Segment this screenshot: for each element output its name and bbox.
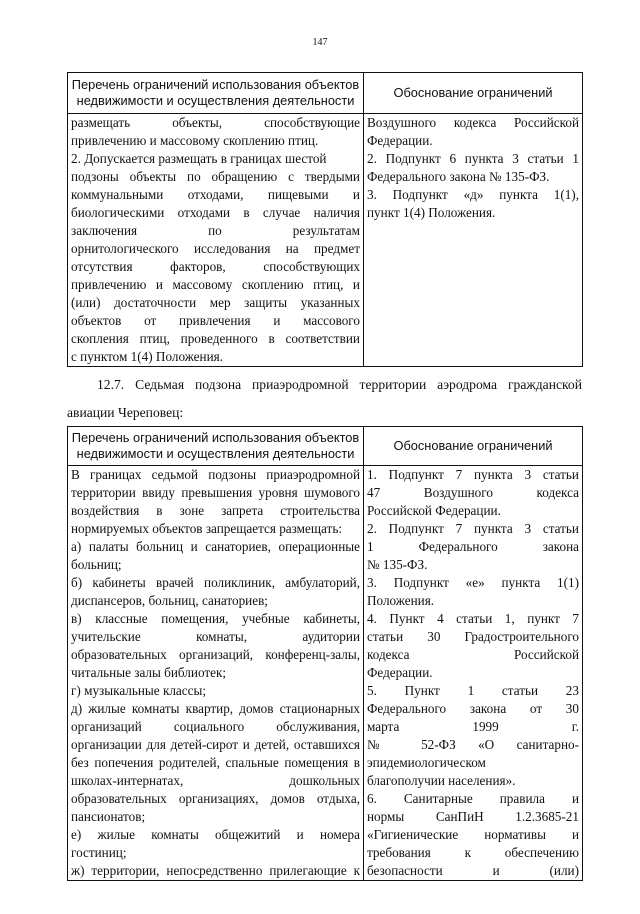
header-restrictions xyxy=(68,427,364,466)
text-line: № 135-ФЗ. xyxy=(367,557,428,572)
header-line: Перечень ограничений использования объектов xyxy=(71,77,360,92)
text-line: требования к обеспечению xyxy=(367,845,579,860)
header-justification: Обоснование ограничений xyxy=(364,427,583,466)
text-line: 2. Подпункт 6 пункта 3 статьи 1 xyxy=(367,151,579,166)
text-line: воздействия в зоне запрета строительства xyxy=(71,503,360,518)
text-line: заключения по результатам xyxy=(71,223,360,238)
text-line: эпидемиологическом xyxy=(367,755,486,770)
text-line: статьи 30 Градостроительного xyxy=(367,629,579,644)
justification-cell xyxy=(364,466,583,881)
section-line: авиации Череповец: xyxy=(67,405,184,420)
text-line: диспансеров, больниц, санаториев; xyxy=(71,593,268,608)
text-line: г) музыкальные классы; xyxy=(71,683,207,698)
text-line: 3. Подпункт «д» пункта 1(1), xyxy=(367,187,579,202)
text-line: 5. Пункт 1 статьи 23 xyxy=(367,683,579,698)
text-line: д) жилые комнаты квартир, домов стационарных xyxy=(71,701,360,716)
text-line: орнитологического исследования на предмет xyxy=(71,241,360,256)
text-line: нормы СанПиН 1.2.3685-21 xyxy=(367,809,579,824)
text-line: 4. Пункт 4 статьи 1, пункт 7 xyxy=(367,611,579,626)
text-line: без попечения родителей, спальные помещения в xyxy=(71,755,360,770)
text-line: привлечению и массовому скоплению птиц, и xyxy=(71,277,360,292)
text-line: 1 Федерального закона xyxy=(367,539,579,554)
text-line: нормируемых объектов запрещается размещать: xyxy=(71,521,342,536)
text-line: пункт 1(4) Положения. xyxy=(367,205,496,220)
restrictions-table-2 xyxy=(67,426,583,881)
text-line: Воздушного кодекса Российской xyxy=(367,115,579,130)
text-line: б) кабинеты врачей поликлиник, амбулаторий, xyxy=(71,575,360,590)
text-line: коммунальными отходами, пищевыми и xyxy=(71,187,360,202)
text-line: 2. Допускается размещать в границах шестой xyxy=(71,151,327,166)
text-line: привлечению и массовому скоплению птиц. xyxy=(71,133,319,148)
text-line: 47 Воздушного кодекса xyxy=(367,485,579,500)
text-line: марта 1999 г. xyxy=(367,719,579,734)
text-line: (или) достаточности мер защиты указанных xyxy=(71,295,360,310)
text-line: скопления птиц, проведенного в соответствии xyxy=(71,331,360,346)
text-line: 2. Подпункт 7 пункта 3 статьи xyxy=(367,521,579,536)
text-line: отсутствия факторов, способствующих xyxy=(71,259,360,274)
text-line: Положения. xyxy=(367,593,435,608)
text-line: Российской Федерации. xyxy=(367,503,501,518)
header-line: Перечень ограничений использования объектов xyxy=(71,430,360,445)
section-line: 12.7. Седьмая подзона приаэродромной территории аэродрома гражданской xyxy=(97,377,582,392)
table-row xyxy=(68,466,583,881)
restrictions-table-1 xyxy=(67,72,583,367)
text-line: В границах седьмой подзоны приаэродромной xyxy=(71,467,360,482)
text-line: Федерации. xyxy=(367,665,433,680)
text-line: Федерального закона № 135-ФЗ. xyxy=(367,169,550,184)
text-line: организаций социального обслуживания, xyxy=(71,719,360,734)
text-line: безопасности и (или) xyxy=(367,863,579,878)
text-line: кодекса Российской xyxy=(367,647,579,662)
restrictions-cell xyxy=(68,466,364,881)
text-line: е) жилые комнаты общежитий и номера xyxy=(71,827,360,842)
header-restrictions xyxy=(68,73,364,114)
header-line: недвижимости и осуществления деятельности xyxy=(76,446,355,461)
restrictions-cell xyxy=(68,114,364,367)
text-line: организации для детей-сирот и детей, оставшихся xyxy=(71,737,360,752)
text-line: читальные залы библиотек; xyxy=(71,665,227,680)
justification-cell xyxy=(364,114,583,367)
header-justification: Обоснование ограничений xyxy=(364,73,583,114)
text-line: биологическими отходами в случае наличия xyxy=(71,205,360,220)
text-line: размещать объекты, способствующие xyxy=(71,115,360,130)
text-line: объектов от привлечения и массового xyxy=(71,313,360,328)
text-line: 1. Подпункт 7 пункта 3 статьи xyxy=(367,467,579,482)
table-header-row xyxy=(68,427,583,466)
text-line: пансионатов; xyxy=(71,809,146,824)
section-heading xyxy=(67,371,582,427)
text-line: учительские комнаты, аудитории xyxy=(71,629,360,644)
text-line: больниц; xyxy=(71,557,122,572)
text-line: в) классные помещения, учебные кабинеты, xyxy=(71,611,360,626)
text-line: с пунктом 1(4) Положения. xyxy=(71,349,223,364)
table-row xyxy=(68,114,583,367)
text-line: образовательных организациях, домов отдыха, xyxy=(71,791,360,806)
text-line: Федерального закона от 30 xyxy=(367,701,579,716)
text-line: благополучии населения». xyxy=(367,773,516,788)
header-line: недвижимости и осуществления деятельности xyxy=(76,93,355,108)
text-line: 3. Подпункт «е» пункта 1(1) xyxy=(367,575,579,590)
text-line: «Гигиенические нормативы и xyxy=(367,827,579,842)
page-number: 147 xyxy=(312,37,328,48)
text-line: гостиниц; xyxy=(71,845,127,860)
text-line: подзоны объекты по обращению с твердыми xyxy=(71,169,360,184)
text-line: ж) территории, непосредственно прилегающие к xyxy=(71,863,360,878)
table-header-row xyxy=(68,73,583,114)
text-line: а) палаты больниц и санаториев, операционные xyxy=(71,539,360,554)
text-line: Федерации. xyxy=(367,133,433,148)
text-line: школах-интернатах, дошкольных xyxy=(71,773,360,788)
text-line: № 52-ФЗ «О санитарно- xyxy=(367,737,579,752)
text-line: территории ввиду превышения уровня шумового xyxy=(71,485,360,500)
text-line: образовательных организаций, конференц-залы, xyxy=(71,647,360,662)
text-line: 6. Санитарные правила и xyxy=(367,791,579,806)
